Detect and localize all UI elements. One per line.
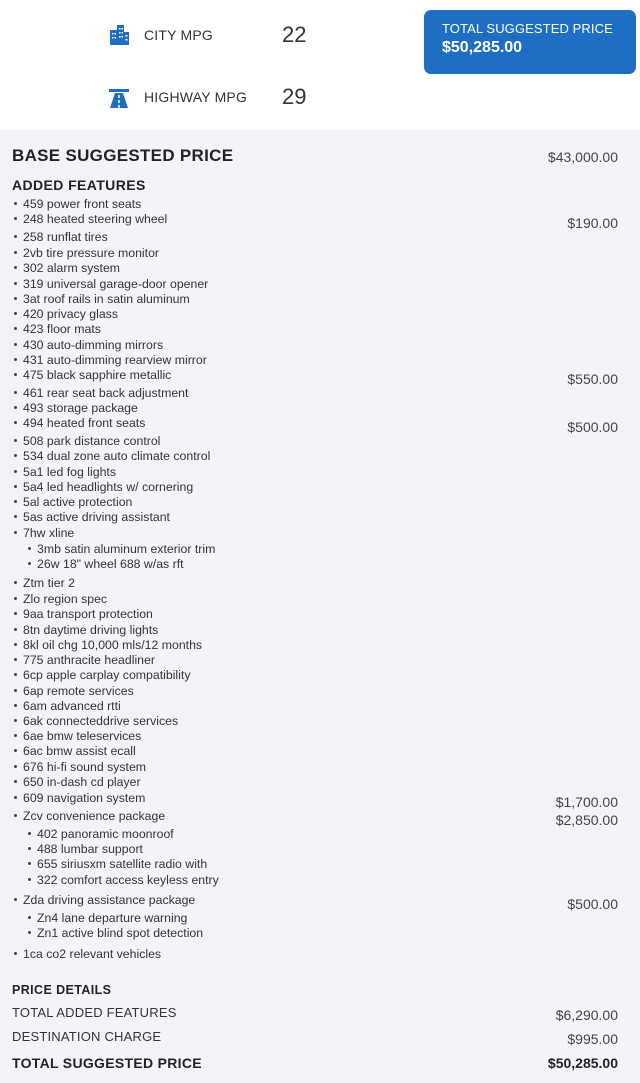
bullet-icon	[14, 358, 17, 361]
bullet-icon	[14, 470, 17, 473]
city-buildings-icon	[106, 22, 132, 48]
bullet-icon	[14, 704, 17, 707]
feature-sub-item	[28, 857, 207, 871]
feature-item	[14, 495, 132, 509]
bullet-icon	[14, 581, 17, 584]
bullet-icon	[14, 235, 17, 238]
feature-label: 493 storage package	[23, 401, 138, 415]
bullet-icon	[14, 749, 17, 752]
feature-label: Zda driving assistance package	[23, 893, 196, 907]
total-added-features-value: $6,290.00	[555, 1007, 618, 1023]
bullet-icon	[14, 327, 17, 330]
feature-item	[14, 307, 118, 321]
bullet-icon	[14, 439, 17, 442]
feature-item	[14, 714, 178, 728]
bullet-icon	[28, 916, 31, 919]
feature-label: 423 floor mats	[23, 322, 101, 336]
total-suggested-price-label: TOTAL SUGGESTED PRICE	[12, 1055, 202, 1071]
feature-item	[14, 322, 101, 336]
feature-price: $500.00	[567, 896, 618, 912]
feature-label: 430 auto-dimming mirrors	[23, 338, 164, 352]
bullet-icon	[14, 719, 17, 722]
feature-label: 8kl oil chg 10,000 mls/12 months	[23, 638, 203, 652]
feature-label: 26w 18" wheel 688 w/as rft	[37, 557, 184, 571]
total-added-features-label: TOTAL ADDED FEATURES	[12, 1005, 177, 1020]
feature-label: 475 black sapphire metallic	[23, 368, 172, 382]
city-mpg-label: CITY MPG	[144, 27, 214, 43]
feature-label: 6ap remote services	[23, 684, 134, 698]
bullet-icon	[28, 832, 31, 835]
highway-mpg	[106, 82, 247, 112]
feature-item	[14, 699, 121, 713]
feature-label: 2vb tire pressure monitor	[23, 246, 160, 260]
feature-label: 5a1 led fog lights	[23, 465, 116, 479]
feature-sub-item	[28, 827, 174, 841]
feature-item	[14, 592, 107, 606]
feature-sub-item	[28, 542, 215, 556]
total-price-label: TOTAL SUGGESTED PRICE	[442, 21, 613, 36]
feature-label: 488 lumbar support	[37, 842, 143, 856]
feature-item	[14, 791, 145, 805]
feature-item	[14, 197, 141, 211]
feature-sub-item	[28, 873, 219, 887]
feature-item	[14, 809, 165, 823]
bullet-icon	[14, 391, 17, 394]
feature-item	[14, 401, 138, 415]
feature-item	[14, 353, 207, 367]
feature-item	[14, 526, 74, 540]
bullet-icon	[14, 454, 17, 457]
bullet-icon	[14, 658, 17, 661]
bullet-icon	[14, 898, 17, 901]
bullet-icon	[14, 628, 17, 631]
feature-label: 322 comfort access keyless entry	[37, 873, 219, 887]
feature-item	[14, 434, 160, 448]
feature-label: 420 privacy glass	[23, 307, 119, 321]
bullet-icon	[14, 689, 17, 692]
feature-label: 6ae bmw teleservices	[23, 729, 142, 743]
feature-item	[14, 760, 146, 774]
bullet-icon	[14, 282, 17, 285]
feature-item	[14, 775, 141, 789]
bullet-icon	[14, 780, 17, 783]
bullet-icon	[14, 406, 17, 409]
destination-charge-value: $995.00	[567, 1031, 618, 1047]
feature-price: $2,850.00	[555, 812, 618, 828]
feature-label: 5a4 led headlights w/ cornering	[23, 480, 194, 494]
city-mpg	[106, 20, 213, 50]
total-suggested-price-box	[424, 10, 636, 74]
feature-label: 248 heated steering wheel	[23, 212, 168, 226]
feature-label: Ztm tier 2	[23, 576, 75, 590]
bullet-icon	[14, 597, 17, 600]
feature-label: 461 rear seat back adjustment	[23, 386, 189, 400]
feature-label: 508 park distance control	[23, 434, 161, 448]
bullet-icon	[14, 202, 17, 205]
feature-item	[14, 416, 145, 430]
feature-item	[14, 653, 155, 667]
feature-item	[14, 744, 136, 758]
feature-item	[14, 465, 116, 479]
bullet-icon	[28, 931, 31, 934]
feature-label: 319 universal garage-door opener	[23, 277, 209, 291]
feature-label: 258 runflat tires	[23, 230, 108, 244]
feature-label: 7hw xline	[23, 526, 75, 540]
feature-item	[14, 623, 158, 637]
feature-item	[14, 230, 108, 244]
feature-label: 431 auto-dimming rearview mirror	[23, 353, 207, 367]
bullet-icon	[28, 847, 31, 850]
bullet-icon	[14, 765, 17, 768]
feature-label: 3at roof rails in satin aluminum	[23, 292, 190, 306]
highway-mpg-label: HIGHWAY MPG	[144, 89, 248, 105]
feature-label: 3mb satin aluminum exterior trim	[37, 542, 216, 556]
bullet-icon	[14, 796, 17, 799]
feature-item	[14, 277, 208, 291]
feature-item	[14, 261, 120, 275]
feature-label: Zcv convenience package	[23, 809, 166, 823]
feature-sub-item	[28, 557, 184, 571]
price-details-heading: PRICE DETAILS	[12, 983, 112, 997]
feature-label: 6am advanced rtti	[23, 699, 121, 713]
feature-item	[14, 576, 75, 590]
bullet-icon	[14, 343, 17, 346]
feature-item	[14, 212, 167, 226]
feature-label: 402 panoramic moonroof	[37, 827, 174, 841]
bullet-icon	[14, 952, 17, 955]
bullet-icon	[14, 643, 17, 646]
feature-label: 1ca co2 relevant vehicles	[23, 947, 162, 961]
bullet-icon	[28, 547, 31, 550]
feature-item	[14, 729, 141, 743]
feature-item	[14, 668, 190, 682]
feature-label: 650 in-dash cd player	[23, 775, 141, 789]
bullet-icon	[14, 515, 17, 518]
bullet-icon	[14, 421, 17, 424]
feature-item	[14, 607, 153, 621]
bullet-icon	[14, 373, 17, 376]
bullet-icon	[14, 673, 17, 676]
feature-item	[14, 480, 193, 494]
feature-label: Zn1 active blind spot detection	[37, 926, 204, 940]
feature-label: 676 hi-fi sound system	[23, 760, 147, 774]
feature-item	[14, 368, 171, 382]
highway-mpg-value: 29	[282, 84, 307, 109]
feature-label: 775 anthracite headliner	[23, 653, 155, 667]
total-suggested-price-value: $50,285.00	[547, 1055, 618, 1071]
feature-item	[14, 893, 195, 907]
base-price-value: $43,000.00	[547, 149, 618, 165]
bullet-icon	[28, 862, 31, 865]
feature-label: 5al active protection	[23, 495, 133, 509]
feature-label: 609 navigation system	[23, 791, 146, 805]
feature-label: 494 heated front seats	[23, 416, 146, 430]
feature-label: 534 dual zone auto climate control	[23, 449, 211, 463]
bullet-icon	[14, 251, 17, 254]
feature-sub-item	[28, 911, 187, 925]
bullet-icon	[14, 312, 17, 315]
feature-price: $190.00	[567, 215, 618, 231]
feature-sub-item	[28, 926, 203, 940]
bullet-icon	[14, 485, 17, 488]
feature-item	[14, 292, 190, 306]
feature-item	[14, 386, 188, 400]
feature-label: Zlo region spec	[23, 592, 108, 606]
bullet-icon	[28, 562, 31, 565]
feature-price: $550.00	[567, 371, 618, 387]
feature-item	[14, 947, 161, 961]
feature-price: $500.00	[567, 419, 618, 435]
bullet-icon	[14, 612, 17, 615]
bullet-icon	[14, 500, 17, 503]
feature-label: 9aa transport protection	[23, 607, 153, 621]
bullet-icon	[14, 531, 17, 534]
feature-label: 459 power front seats	[23, 197, 142, 211]
bullet-icon	[14, 297, 17, 300]
feature-label: 655 siriusxm satellite radio with	[37, 857, 208, 871]
feature-label: Zn4 lane departure warning	[37, 911, 188, 925]
feature-item	[14, 510, 170, 524]
city-mpg-value: 22	[282, 22, 307, 47]
feature-item	[14, 684, 134, 698]
feature-label: 302 alarm system	[23, 261, 121, 275]
bullet-icon	[14, 734, 17, 737]
feature-price: $1,700.00	[555, 794, 618, 810]
feature-label: 8tn daytime driving lights	[23, 623, 159, 637]
bullet-icon	[14, 814, 17, 817]
feature-item	[14, 338, 163, 352]
bullet-icon	[14, 217, 17, 220]
added-features-heading: ADDED FEATURES	[12, 177, 146, 193]
highway-road-icon	[106, 84, 132, 110]
feature-item	[14, 638, 202, 652]
feature-item	[14, 449, 210, 463]
feature-sub-item	[28, 842, 143, 856]
destination-charge-label: DESTINATION CHARGE	[12, 1029, 162, 1044]
feature-label: 6cp apple carplay compatibility	[23, 668, 191, 682]
feature-label: 6ac bmw assist ecall	[23, 744, 136, 758]
total-price-value: $50,285.00	[442, 39, 523, 56]
feature-label: 5as active driving assistant	[23, 510, 170, 524]
base-price-label: BASE SUGGESTED PRICE	[12, 146, 234, 165]
feature-label: 6ak connecteddrive services	[23, 714, 179, 728]
bullet-icon	[28, 878, 31, 881]
bullet-icon	[14, 266, 17, 269]
feature-item	[14, 246, 159, 260]
